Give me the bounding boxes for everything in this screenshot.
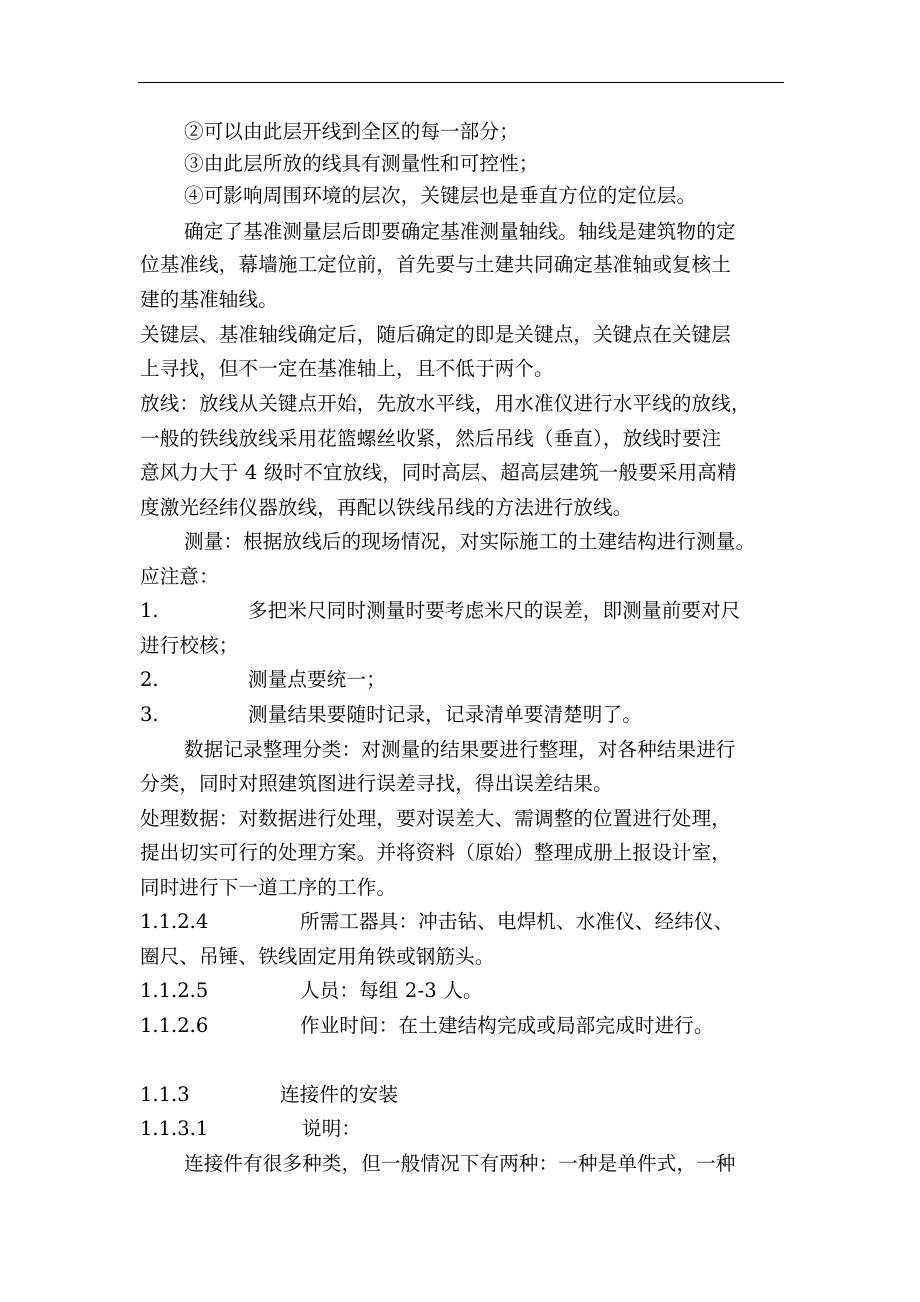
section-heading: 连接件的安装	[280, 1083, 399, 1106]
text-line: 应注意：	[140, 565, 219, 588]
text-line: 位基准线，幕墙施工定位前，首先要与土建共同确定基准轴或复核土	[140, 253, 732, 276]
text-line: 提出切实可行的处理方案。并将资料（原始）整理成册上报设计室，	[140, 841, 732, 864]
text-line: 处理数据：对数据进行处理，要对误差大、需调整的位置进行处理，	[140, 807, 732, 830]
text-line: 圈尺、吊锤、铁线固定用角铁或钢筋头。	[140, 945, 495, 968]
text-line: 关键层、基准轴线确定后，随后确定的即是关键点，关键点在关键层	[140, 323, 732, 346]
text-line: ④可影响周围环境的层次，关键层也是垂直方位的定位层。	[184, 184, 697, 207]
text-line: ③由此层所放的线具有测量性和可控性；	[184, 152, 539, 175]
section-text: 所需工器具：冲击钻、电焊机、水准仪、经纬仪、	[300, 910, 734, 933]
text-line: 放线：放线从关键点开始，先放水平线，用水准仪进行水平线的放线，	[140, 392, 751, 415]
text-line: 确定了基准测量层后即要确定基准测量轴线。轴线是建筑物的定	[184, 220, 736, 243]
section-heading-number: 1.1.3	[140, 1083, 190, 1106]
text-line: 同时进行下一道工序的工作。	[140, 876, 397, 899]
section-number: 1.1.2.6	[140, 1014, 209, 1037]
text-line: 度激光经纬仪器放线，再配以铁线吊线的方法进行放线。	[140, 496, 633, 519]
text-line: 数据记录整理分类：对测量的结果要进行整理，对各种结果进行	[184, 738, 736, 761]
text-line: ②可以由此层开线到全区的每一部分；	[184, 120, 519, 143]
text-line: 分类，同时对照建筑图进行误差寻找，得出误差结果。	[140, 772, 613, 795]
section-text: 说明：	[302, 1117, 362, 1140]
section-text: 作业时间：在土建结构完成或局部完成时进行。	[300, 1014, 714, 1037]
section-number: 1.1.3.1	[140, 1117, 209, 1140]
list-item-text: 测量结果要随时记录，记录清单要清楚明了。	[248, 703, 643, 726]
text-line: 一般的铁线放线采用花篮螺丝收紧，然后吊线（垂直），放线时要注	[140, 427, 722, 450]
list-item-text: 测量点要统一；	[248, 668, 386, 691]
list-item-number: 1.	[140, 599, 159, 622]
section-text: 人员：每组 2-3 人。	[300, 979, 483, 1002]
list-item-text: 多把米尺同时测量时要考虑米尺的误差，即测量前要对尺	[248, 599, 741, 622]
text-line: 测量：根据放线后的现场情况，对实际施工的土建结构进行测量。	[184, 530, 756, 553]
text-line: 意风力大于 4 级时不宜放线，同时高层、超高层建筑一般要采用高精	[140, 461, 737, 484]
list-item-number: 2.	[140, 668, 159, 691]
text-line: 进行校核；	[140, 634, 239, 657]
text-line: 上寻找，但不一定在基准轴上，且不低于两个。	[140, 357, 554, 380]
text-line: 连接件有很多种类，但一般情况下有两种：一种是单件式，一种	[184, 1152, 736, 1175]
section-number: 1.1.2.4	[140, 910, 209, 933]
text-line: 建的基准轴线。	[140, 288, 278, 311]
list-item-number: 3.	[140, 703, 159, 726]
section-number: 1.1.2.5	[140, 979, 209, 1002]
header-rule	[138, 82, 784, 83]
